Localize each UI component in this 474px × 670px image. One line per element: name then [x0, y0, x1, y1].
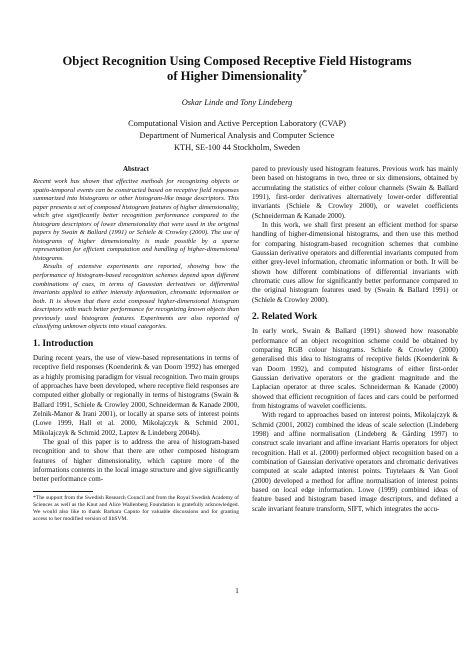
- right-column: [252, 165, 458, 514]
- funding-footnote: *The support from the Swedish Research Council and from the Royal Swedish Academy of Sciences as well as the Knut and Alice Wallenberg Foundation is gratefully acknowledged. We would also like to thank Barbara Caputo for valuable discussions and for granting access to her modified version of libSVM.: [33, 494, 239, 522]
- intro-paragraph-continued: pared to previously used histogram features. Previous work has mainly been based on histograms in two, three or six dimensions, obtained by accumulating the statistics of either colour channels (Swain & Ballard 1991), first-order derivatives alternatively lower-order differential invariants (Schiele & Crowley 2000), or wavelet coefficients (Schneiderman & Kanade 2000).: [252, 165, 458, 220]
- abstract-heading: Abstract: [122, 165, 150, 173]
- page-number: 1: [235, 586, 239, 595]
- affiliation-lab: Computational Vision and Active Perception Laboratory (CVAP): [128, 119, 346, 128]
- abstract-paragraph: Recent work has shown that effective methods for recognizing objects or spatio-temporal events can be constructed based on receptive field responses summarized into histograms or other histogram-like image descriptors. This paper presents a set of composed histogram features of higher dimensionality, which give significantly better recognition performance compared to the histogram descriptors of lower dimensionality that were used in the original papers by Swain & Ballard (1991) or Schiele & Crowley (2000). The use of histograms of higher dimensionality is made possible by a sparse representation for efficient computation and handling of higher-dimensional histograms.: [33, 178, 239, 262]
- related-work-paragraph: With regard to approaches based on interest points, Mikolajczyk & Schmid (2001, 2002) combined the ideas of scale selection (Lindeberg 1998) and affine normalisation (Lindeberg & Gårding 1997) to construct scale invariant and affine invariant Harris operators for object recognition. Hall et al. (2000) performed object recognition based on a combination of Gaussian derivative operators and chromatic derivatives computed at scale adapted interest points. Tuytelaars & Van Gool (2000) developed a method for affine normalisation of interest points based on local edge information. Lowe (1999) combined ideas of feature based and histogram based image descriptors, and defined a scale invariant feature transform, SIFT, which integrates the accu-: [252, 411, 458, 513]
- section-number: 1: [33, 338, 38, 349]
- section-heading-introduction: 1. Introduction: [33, 338, 94, 349]
- affiliation: [40, 118, 434, 154]
- abstract-paragraph: Results of extensive experiments are reported, showing how the performance of histogram-based recognition schemes depend upon different combinations of cues, in terms of Gaussian derivatives or differential invariants applied to either intensity information, chromatic information or both. It is shown that there exist composed higher-dimensional histogram descriptors with much better performance for recognizing known objects than previously used histogram features. Experiments are also reported of classifying unknown objects into visual categories.: [33, 263, 239, 331]
- intro-paragraph: During recent years, the use of view-based representations in terms of receptive field responses (Koenderink & van Doorn 1992) has emerged as a highly promising paradigm for visual recognition. Two main groups of approaches have been developed, where receptive field responses are computed either globally or regionally in terms of histograms (Swain & Ballard 1991, Schiele & Crowley 2000, Schneiderman & Kanade 2000, Zelnik-Manor & Irani 2001), or locally at sparse sets of interest points (Lowe 1999, Hall et al. 2000, Mikolajczyk & Schmid 2001, Mikolajczyk & Schmid 2002, Laptev & Lindeberg 2004b).: [33, 353, 239, 437]
- intro-paragraph: The goal of this paper is to address the area of histogram-based recognition and to show that there are other composed histogram features of higher dimensionality, which capture more of the informations contents in the local image structure and give significantly better performance com-: [33, 437, 239, 484]
- left-column: [33, 165, 239, 523]
- paper-title: [40, 54, 434, 84]
- title-footnote-mark: *: [302, 66, 307, 77]
- footnote-rule: [33, 491, 93, 492]
- affiliation-department: Department of Numerical Analysis and Computer Science: [139, 131, 335, 140]
- title-line-1: Object Recognition Using Composed Receptive Field Histograms: [62, 54, 412, 68]
- section-number: 2: [252, 312, 257, 323]
- affiliation-address: KTH, SE-100 44 Stockholm, Sweden: [173, 143, 301, 152]
- related-work-paragraph: In early work, Swain & Ballard (1991) showed how reasonable performance of an object recognition scheme could be obtained by comparing RGB colour histograms. Schiele & Crowley (2000) generalised this idea to histograms of receptive fields (Koenderink & van Doorn 1992), and computed histograms of either first-order Gaussian derivative operators or the gradient magnitude and the Laplacian operator at three scales. Schneiderman & Kanade (2000) showed that efficient recognition of faces and cars could be performed from histograms of wavelet coefficients.: [252, 327, 458, 410]
- section-title: Introduction: [42, 338, 94, 349]
- section-heading-related-work: 2. Related Work: [252, 312, 318, 323]
- section-title: Related Work: [261, 312, 318, 323]
- abstract: [33, 165, 239, 332]
- authors: Oskar Linde and Tony Lindeberg: [181, 98, 293, 107]
- title-line-2: of Higher Dimensionality: [167, 69, 303, 83]
- intro-paragraph: In this work, we shall first present an efficient method for sparse handling of higher-dimensional histograms, and then use this method for comparing histogram-based recognition schemes that combine Gaussian derivative operators and differential invariants computed from either grey-level information, chromatic information or both. It will be shown how different combinations of differential invariants with chromatic cues allow for significantly better performance compared to the original histogram features used by (Swain & Ballard 1991) or (Schiele & Crowley 2000).: [252, 221, 458, 304]
